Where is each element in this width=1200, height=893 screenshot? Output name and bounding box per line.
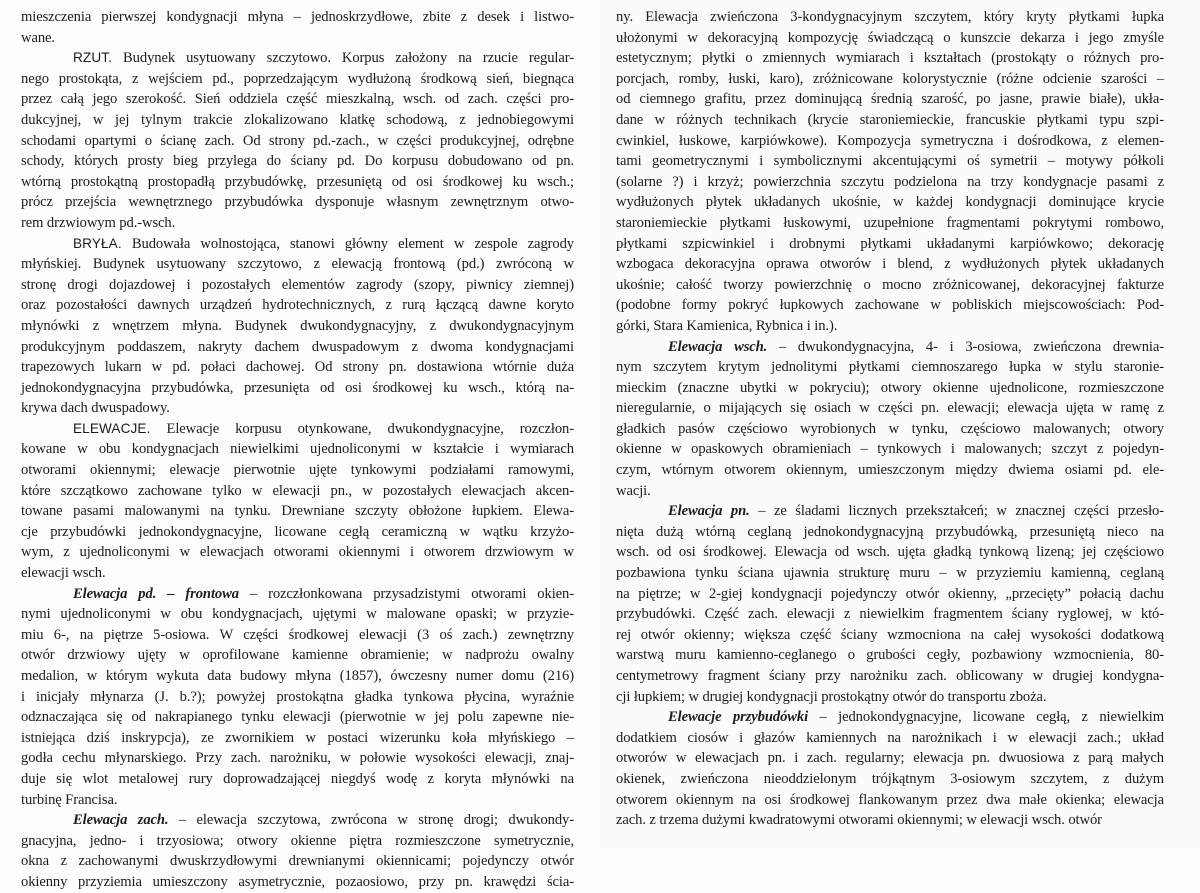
line-text: na piętrze; w 2-giej kondygnacji pojedynczy otwór okienny, „przecięty” połacią dachu xyxy=(616,585,1164,602)
text-line xyxy=(616,110,1164,131)
line-text: warstwą muru kamienno-ceglanego o grubości cegły, pozbawiony wzmocnienia, 80- xyxy=(616,647,1164,664)
line-text: okna z zachowanymi dwuskrzydłowymi drewnianymi okiennicami; pojedynczy otwór xyxy=(21,853,574,870)
line-text: – dwukondygnacyjna, 4- i 3-osiowa, zwieńczona drewnia- xyxy=(767,338,1164,355)
text-line xyxy=(21,254,574,275)
line-text: miu 6-, na piętrze 5-osiowa. W części środkowej elewacji (3 oś zach.) zewnętrzny xyxy=(21,626,574,643)
line-text: odznaczająca się od nakrapianego tynku elewacji (pierwotnie w jej polu zapewne nie- xyxy=(21,709,574,726)
text-line xyxy=(21,89,574,110)
line-text: czym, wtórnym otworem okiennym, umieszczonym między dwiema osiami pd. ele- xyxy=(616,462,1164,479)
text-line xyxy=(21,460,574,481)
line-text: Budynek usytuowany szczytowo. Korpus założony na rzucie regular- xyxy=(112,50,574,67)
section-heading: Elewacja wsch. xyxy=(668,338,768,355)
line-text: od ciemnego grafitu, przez dominującą średnią szarość, po jasne, prawie białe), ukła- xyxy=(616,91,1164,108)
text-line xyxy=(21,790,574,811)
line-text: młyńskiej. Budynek usytuowany szczytowo, z elewacją frontową (pd.) zwróconą w xyxy=(21,256,574,273)
line-text: okienne w opaskowych obramieniach – tynkowych i malowanych; szczyt z pojedyn- xyxy=(616,441,1164,458)
line-text: – elewacja szczytowa, zwrócona w stronę drogi; dwukondy- xyxy=(168,812,575,829)
line-text: – jednokondygnacyjne, licowane cegłą, z niewielkim xyxy=(808,709,1164,726)
text-line xyxy=(616,707,1164,728)
text-line xyxy=(21,584,574,605)
text-line xyxy=(616,439,1164,460)
text-line xyxy=(21,687,574,708)
line-text: produkcyjnym poddaszem, nakryty dachem dwuspadowym z dwoma kondygnacjami xyxy=(21,338,574,355)
text-line xyxy=(616,790,1164,811)
line-text: wacji. xyxy=(616,482,651,499)
line-text: wtórną prostokątną prostopadłą przybudówkę, przesuniętą od osi środkowej ku wsch.; xyxy=(21,173,574,190)
text-line xyxy=(616,666,1164,687)
line-text: płytkami szpicwinkiel i drobnymi płytkami układanymi karpiówkowo; dekorację xyxy=(616,235,1164,252)
text-line xyxy=(616,419,1164,440)
line-text: zach. z trzema dużymi kwadratowymi otworami okiennymi; w elewacji wsch. otwór xyxy=(616,812,1102,829)
text-line xyxy=(21,28,574,49)
left-page xyxy=(0,0,600,890)
line-text: stronę drogi dojazdowej i pozostałych elementów zagrody (szopy, piwnicy ziemnej) xyxy=(21,276,574,293)
text-line xyxy=(616,28,1164,49)
section-heading: Elewacja zach. xyxy=(73,812,169,829)
line-text: wsch. od osi środkowej. Elewacja od wsch. ujęta gładką tynkową lizeną; jej częściowo xyxy=(616,544,1164,561)
text-line xyxy=(21,275,574,296)
line-text: staroniemieckie płytkami łuskowymi, uzupełnione fragmentami pokrytymi rombowo, xyxy=(616,214,1164,231)
line-text: elewacji wsch. xyxy=(21,565,106,582)
text-line xyxy=(21,357,574,378)
line-text: tami geometrycznymi i symbolicznymi akcentującymi oś symetrii – motywy półkoli xyxy=(616,153,1164,170)
text-line xyxy=(21,316,574,337)
line-text: nym szczytem krytym jednolitymi płytkami ciemnoszarego łupka w stylu staronie- xyxy=(616,359,1164,376)
text-line xyxy=(21,831,574,852)
text-line xyxy=(21,769,574,790)
text-line xyxy=(616,275,1164,296)
text-line xyxy=(21,419,574,440)
section-heading: ELEWACJE. xyxy=(73,420,151,436)
text-line xyxy=(21,192,574,213)
section-heading: RZUT. xyxy=(73,50,113,66)
line-text: oraz pozostałości dawnych urządzeń hydrotechnicznych, z rurą łączącą dawne koryto xyxy=(21,297,574,314)
line-text: wym, z ujednoliconymi w elewacjach otworami okiennymi i otworem drzwiowym w xyxy=(21,544,574,561)
line-text: centymetrowy fragment ściany przy narożniku zach. oblicowany w drugiej kondygna- xyxy=(616,668,1164,684)
line-text: Budowała wolnostojąca, stanowi główny element w zespole zagrody xyxy=(121,235,574,252)
section-heading: Elewacja pn. xyxy=(668,503,750,520)
text-line xyxy=(21,625,574,646)
line-text: gładkich pasów częściowo wyrobionych w tynku, częściowo malowanych; otwory xyxy=(616,420,1164,437)
text-line xyxy=(616,687,1164,708)
text-line xyxy=(616,460,1164,481)
text-line xyxy=(21,748,574,769)
line-text: – rozczłonkowana przysadzistymi otworami okien- xyxy=(238,585,574,602)
text-line xyxy=(21,851,574,872)
line-text: otworem okiennym na osi środkowej flankowanym przez dwa małe okienka; elewacja xyxy=(616,791,1164,808)
text-line xyxy=(21,234,574,255)
text-line xyxy=(616,234,1164,255)
line-text: przez całą jego szerokość. Sień oddziela część mieszkalną, wsch. od zach. części pro- xyxy=(21,91,574,108)
text-line xyxy=(21,604,574,625)
line-text: mieszczenia pierwszej kondygnacji młyna – jednoskrzydłowe, zbite z desek i listwo- xyxy=(21,9,574,25)
text-line xyxy=(616,398,1164,419)
text-line xyxy=(21,48,574,69)
line-text: młynówki z wnętrzem młyna. Budynek dwukondygnacyjny, z dwukondygnacyjnym xyxy=(21,317,574,334)
text-line xyxy=(616,316,1164,337)
text-line xyxy=(21,69,574,90)
line-text: kowane w obu kondygnacjach niewielkimi ujednoliconymi w kształcie i wymiarach xyxy=(21,441,574,458)
text-line xyxy=(616,213,1164,234)
text-line xyxy=(616,604,1164,625)
line-text: wane. xyxy=(21,29,55,46)
text-line xyxy=(21,172,574,193)
text-line xyxy=(616,728,1164,749)
line-text: gnacyjna, jedno- i trzyosiowa; otwory okienne piętra rozmieszczone symetrycznie, xyxy=(21,832,574,849)
text-line xyxy=(616,151,1164,172)
line-text: ułożonymi w dekoracyjną kompozycję świadczącą o kunszcie dekarza i jego zmyśle xyxy=(616,29,1164,46)
text-line xyxy=(616,542,1164,563)
line-text: towane pasami malowanymi na tynku. Drewniane szczyty obłożone łupkiem. Elewa- xyxy=(21,503,574,520)
text-line xyxy=(616,645,1164,666)
line-text: mieckim (znaczne ubytki w pokryciu); otwory okienne ujednolicone, rozmieszczone xyxy=(616,379,1164,396)
text-line xyxy=(21,501,574,522)
text-line xyxy=(616,563,1164,584)
text-line xyxy=(21,7,574,28)
line-text: dukcyjnej, w jej tylnym trakcie zlokalizowano klatkę schodową, z jednobiegowymi xyxy=(21,111,574,128)
line-text: duje się wlot metalowej rury doprowadzającej niegdyś wodę z koryta młynówki na xyxy=(21,770,574,787)
text-line xyxy=(616,481,1164,502)
line-text: cwinkiel, łuskowe, karpiówkowe). Kompozycja symetryczna i dośrodkowa, z elemen- xyxy=(616,132,1164,149)
line-text: górki, Stara Kamienica, Rybnica i in.). xyxy=(616,317,838,334)
text-line xyxy=(616,89,1164,110)
text-line xyxy=(21,131,574,152)
line-text: schody, których prosty bieg przylega do ściany pd. Do korpusu dobudowano od pn. xyxy=(21,153,574,170)
line-text: wydłużonych płytek układanych ukośnie, w każdej kondygnacji dominujące krycie xyxy=(616,194,1164,211)
text-line xyxy=(616,378,1164,399)
line-text: istniejąca dziś inskrypcja), ze zwornikiem w postaci wizerunku koła młyńskiego – xyxy=(21,729,574,746)
text-line xyxy=(616,7,1164,28)
line-text: przybudówki. Część zach. elewacji z niewielkim fragmentem ściany ryglowej, w któ- xyxy=(616,606,1164,623)
line-text: dodatkiem ciosów i głazów kamiennych na narożnikach i w elewacji zach.; układ xyxy=(616,729,1164,746)
line-text: krywa dach dwuspadowy. xyxy=(21,400,170,417)
text-line xyxy=(21,378,574,399)
line-text: cji łupkiem; w drugiej kondygnacji prostokątny otwór do transportu zboża. xyxy=(616,688,1047,705)
text-line xyxy=(21,872,574,893)
section-heading: Elewacje przybudówki xyxy=(668,709,809,726)
text-line xyxy=(21,398,574,419)
text-line xyxy=(21,213,574,234)
text-line xyxy=(616,584,1164,605)
line-text: schodami opartymi o ścianę zach. Od strony pd.-zach., w części produkcyjnej, odrębne xyxy=(21,132,574,149)
line-text: rem drzwiowym pd.-wsch. xyxy=(21,214,176,231)
text-line xyxy=(21,481,574,502)
line-text: godła cechu młynarskiego. Przy zach. narożniku, w połowie wysokości elewacji, znaj- xyxy=(21,750,574,767)
text-line xyxy=(21,439,574,460)
text-line xyxy=(21,110,574,131)
text-line xyxy=(616,131,1164,152)
right-text-column xyxy=(616,7,1164,831)
line-text: cje przybudówki jednokondygnacyjne, licowane cegłą ceramiczną w wątku krzyżo- xyxy=(21,523,574,540)
line-text: medalion, w którym wykuta data budowy młyna (1857), ówczesny numer domu (216) xyxy=(21,668,574,684)
line-text: otworami okiennymi; elewacje pierwotnie ujęte tynkowymi podziałami ramowymi, xyxy=(21,462,574,479)
line-text: okienek, zwieńczona nieoddzielonym trójkątnym 3-osiowym szczytem, z dużym xyxy=(616,770,1164,787)
left-text-column xyxy=(21,7,574,893)
line-text: i inicjały młynarza (J. b.?); powyżej prostokątna gładka tynkowa płycina, wyraźnie xyxy=(21,688,574,705)
text-line xyxy=(21,295,574,316)
line-text: jednokondygnacyjna przybudówka, przesunięta od osi środkowej ku wsch., którą na- xyxy=(21,379,574,396)
text-line xyxy=(616,501,1164,522)
line-text: nymi ujednoliconymi w obu kondygnacjach, ujętymi w malowane opaski; w przyzie- xyxy=(21,606,574,623)
line-text: turbinę Francisa. xyxy=(21,791,118,808)
line-text: nego prostokąta, z wejściem pd., poprzedzającym wydłużoną środkową sień, biegnąca xyxy=(21,70,574,87)
line-text: – ze śladami licznych przekształceń; w znacznej części przesło- xyxy=(749,503,1164,520)
line-text: rej otwór okienny; większa część ściany wzmocniona na całej wysokości dodatkową xyxy=(616,626,1164,643)
line-text: porcjach, romby, łuski, karo), zróżnicowane kolorystycznie (różne odcienie szarości – xyxy=(616,70,1164,87)
line-text: nieregularnie, o mijających się osiach w części pn. elewacji; elewacja ujęta w ramę z xyxy=(616,400,1164,417)
line-text: wzbogaca dekoracyjna oprawa otworów i blend, z wydłużonych płytek układanych xyxy=(616,256,1164,273)
text-line xyxy=(21,563,574,584)
text-line xyxy=(616,172,1164,193)
line-text: prócz przejścia wewnętrznego przybudówka dysponuje własnym zewnętrznym otwo- xyxy=(21,194,574,211)
line-text: dane w różnych technikach (krycie staroniemieckie, francuskie płytkami typu szpi- xyxy=(616,111,1164,128)
text-line xyxy=(616,337,1164,358)
text-line xyxy=(21,810,574,831)
text-line xyxy=(616,748,1164,769)
line-text: nięta dużą wtórną ceglaną jednokondygnacyjną przybudówką, przesuniętą nieco na xyxy=(616,523,1164,540)
line-text: które szczątkowo zachowane tylko w elewacji pn., w pozostałych elewacjach akcen- xyxy=(21,482,574,499)
line-text: otwór drzwiowy ujęty w oprofilowane kamienne obramienie; w nadprożu owalny xyxy=(21,647,574,664)
text-line xyxy=(616,295,1164,316)
text-line xyxy=(21,151,574,172)
text-line xyxy=(616,769,1164,790)
line-text: (solarne ?) i krzyż; powierzchnia szczytu podzielona na trzy kondygnacje pasami z xyxy=(616,173,1164,190)
line-text: Elewacje korpusu otynkowane, dwukondygnacyjne, rozczłon- xyxy=(150,420,574,437)
line-text: (podobne formy pokryć łupkowych zachowane w pobliskich miejscowościach: Pod- xyxy=(616,297,1164,314)
text-line xyxy=(21,337,574,358)
text-line xyxy=(616,810,1164,831)
line-text: trapezowych lukarn w pd. połaci dachowej. Od strony pn. dostawiona wtórnie duża xyxy=(21,359,574,376)
text-line xyxy=(21,542,574,563)
line-text: okienny przyziemia umieszczony asymetrycznie, pozaosiowo, przy pn. krawędzi ścia- xyxy=(21,873,574,890)
text-line xyxy=(21,728,574,749)
line-text: ukośnie; całość tworzy powierzchnię o mocno zróżnicowanej, dekoracyjnej fakturze xyxy=(616,276,1164,293)
text-line xyxy=(616,357,1164,378)
section-heading: BRYŁA. xyxy=(73,235,122,251)
text-line xyxy=(616,192,1164,213)
text-line xyxy=(21,707,574,728)
line-text: pozbawiona tynku ściana ujawnia strukturę muru – w przyziemiu kamienną, ceglaną xyxy=(616,565,1164,582)
text-line xyxy=(616,625,1164,646)
text-line xyxy=(616,69,1164,90)
text-line xyxy=(616,522,1164,543)
text-line xyxy=(616,254,1164,275)
right-page xyxy=(600,0,1200,849)
line-text: estetycznym; płytki o zmiennych wymiarach i kształtach (prostokąty o różnych pro- xyxy=(616,50,1164,67)
text-line xyxy=(21,522,574,543)
line-text: otworów w elewacjach pn. i zach. regularny; elewacja pn. dwuosiowa z parą małych xyxy=(616,750,1164,767)
line-text: ny. Elewacja zwieńczona 3-kondygnacyjnym szczytem, który kryty płytkami łupka xyxy=(616,9,1164,25)
text-line xyxy=(616,48,1164,69)
section-heading: Elewacja pd. – frontowa xyxy=(73,585,239,602)
text-line xyxy=(21,666,574,687)
text-line xyxy=(21,645,574,666)
